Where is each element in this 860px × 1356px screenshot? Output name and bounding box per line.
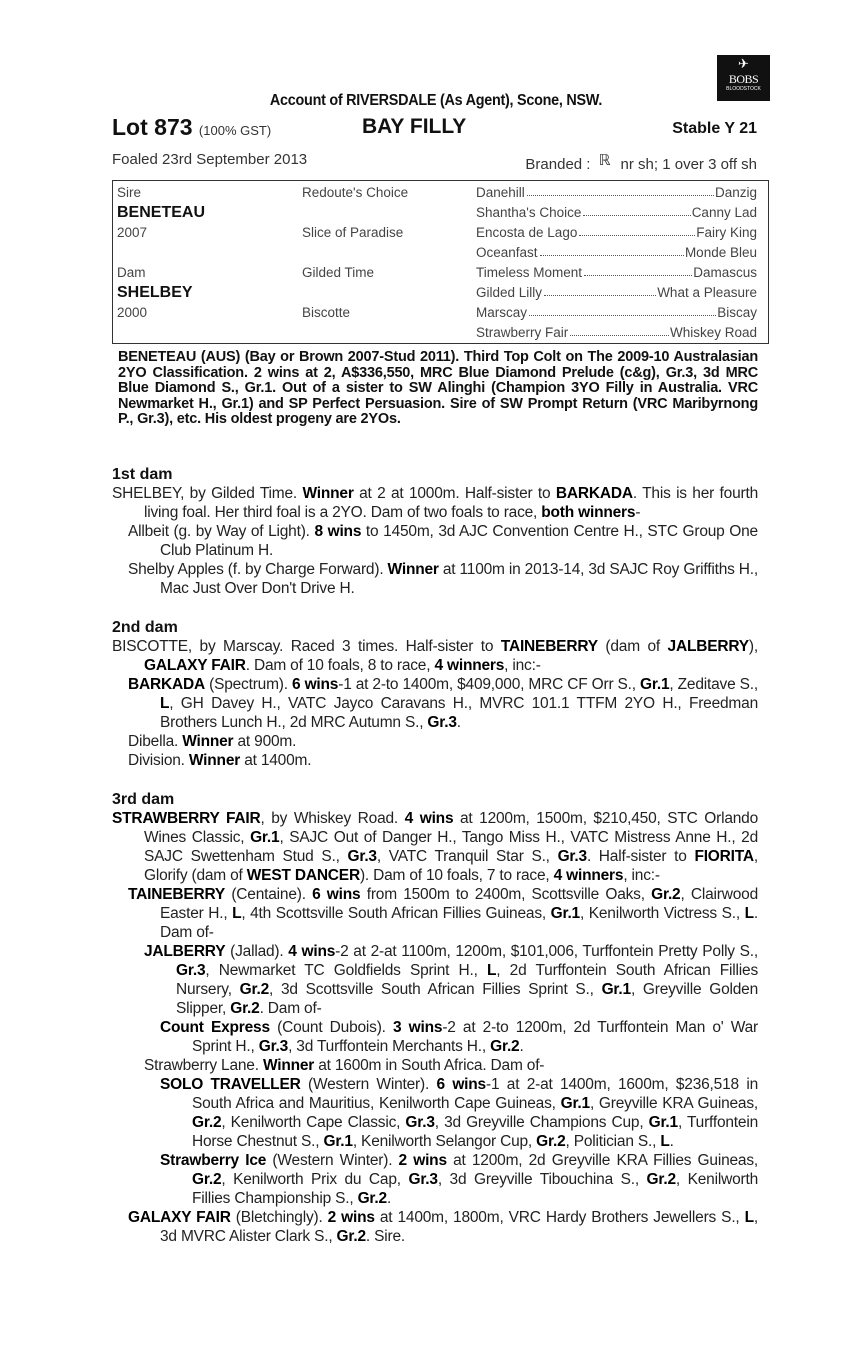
pedigree-cell-grandparent: Slice of Paradise <box>302 225 404 240</box>
branded-info <box>525 151 757 173</box>
bold-text: 4 winners <box>434 657 505 674</box>
pedigree-cell-ancestor <box>476 285 757 300</box>
text: - <box>635 504 641 521</box>
text: Division. <box>128 752 189 769</box>
text: . <box>519 1038 524 1055</box>
bold-text: L <box>160 695 170 712</box>
bold-text: Winner <box>387 561 439 578</box>
logo-name: BOBS <box>728 72 759 86</box>
ancestor-sire: Damascus <box>693 265 757 280</box>
bold-text: Gr.2 <box>357 1190 387 1207</box>
text: , Kenilworth Selangor Cup, <box>352 1133 537 1150</box>
pedigree-row <box>113 225 768 245</box>
ancestor-sire: Monde Bleu <box>684 245 757 260</box>
ancestor-name: Marscay <box>476 305 528 320</box>
ancestor-sire: Whiskey Road <box>669 325 757 340</box>
text: , VATC Tranquil Star S., <box>376 848 558 865</box>
text: to 1450m, 3d AJC Convention Centre H., STC Group One Club Platinum H. <box>160 523 758 559</box>
text: (Jallad). <box>225 943 289 960</box>
bold-text: Gr.3 <box>408 1171 438 1188</box>
family-entry <box>112 751 758 770</box>
bold-text: Gr.2 <box>651 886 681 903</box>
ancestor-name: Oceanfast <box>476 245 538 260</box>
bold-text: Winner <box>262 1057 315 1074</box>
text: (Bletchingly). <box>230 1209 328 1226</box>
text: , Kenilworth Cape Classic, <box>221 1114 406 1131</box>
pedigree-cell-ancestor <box>476 265 757 280</box>
bold-text: 8 wins <box>314 523 362 540</box>
bold-text: FIORITA <box>694 848 754 865</box>
text: , Greyville Golden Slipper, <box>176 981 759 1017</box>
text: , SAJC Out of Danger H., Tango Miss H., VATC Mistress Anne H., 2d SAJC Swettenham Stud S., <box>144 829 759 865</box>
text: Allbeit (g. by Way of Light). <box>128 523 315 540</box>
bold-text: both winners <box>541 504 636 521</box>
bold-text: Gr.2 <box>536 1133 566 1150</box>
pedigree-cell-grandparent: Redoute's Choice <box>302 185 409 200</box>
ancestor-name: Timeless Moment <box>476 265 583 280</box>
text: , 3d Scottsville South African Fillies Sprint S., <box>269 981 602 998</box>
pedigree-cell-ancestor <box>476 205 757 220</box>
family-entry <box>112 885 758 942</box>
family-entry <box>112 732 758 751</box>
dam-section <box>112 465 758 598</box>
family-entry <box>112 637 758 675</box>
horse-description: BAY FILLY <box>362 115 467 138</box>
bold-text: Gr.2 <box>490 1038 520 1055</box>
pedigree-cell-ancestor <box>476 325 757 340</box>
bold-text: L <box>744 905 754 922</box>
bold-text: Gr.3 <box>427 714 457 731</box>
bold-text: Gr.1 <box>250 829 280 846</box>
text: -1 at 2-to 1400m, $409,000, MRC CF Orr S., <box>338 676 641 693</box>
text: from 1500m to 2400m, Scottsville Oaks, <box>360 886 652 903</box>
pedigree-cell-primary: SHELBEY <box>117 284 193 301</box>
text: . Dam of- <box>160 905 758 941</box>
text: at 1200m, 2d Greyville KRA Fillies Guineas, <box>446 1152 758 1169</box>
text: -2 at 2-at 1100m, 1200m, $101,006, Turffontein Pretty Polly S., <box>335 943 758 960</box>
dotted-leader <box>570 325 669 336</box>
family-entry <box>112 809 758 885</box>
ancestor-name: Strawberry Fair <box>476 325 569 340</box>
bold-text: TAINEBERRY <box>500 638 598 655</box>
pedigree-cell-grandparent: Biscotte <box>302 305 351 320</box>
pedigree-cell-primary: BENETEAU <box>117 204 206 221</box>
bold-text: Gr.1 <box>323 1133 353 1150</box>
text: Dibella. <box>128 733 183 750</box>
family-entry <box>112 484 758 522</box>
text: , Glorify (dam of <box>144 848 758 884</box>
family-entry <box>112 560 758 598</box>
dotted-leader <box>529 305 716 316</box>
bold-text: GALAXY FAIR <box>128 1209 231 1226</box>
bold-text: Gr.2 <box>192 1171 222 1188</box>
text: . <box>456 714 461 731</box>
text: (Count Dubois). <box>269 1019 394 1036</box>
text: (dam of <box>597 638 668 655</box>
family-entry <box>112 942 758 1018</box>
text: , Kenilworth Fillies Championship S., <box>192 1171 758 1207</box>
bold-text: Winner <box>188 752 241 769</box>
text: , 3d MVRC Alister Clark S., <box>160 1209 758 1245</box>
pedigree-row <box>113 285 768 305</box>
text: (Spectrum). <box>204 676 293 693</box>
text: , 3d Greyville Champions Cup, <box>434 1114 649 1131</box>
bold-text: JALBERRY <box>667 638 749 655</box>
dotted-leader <box>527 185 714 196</box>
gst-note: (100% GST) <box>198 123 272 138</box>
bold-text: Gr.3 <box>176 962 206 979</box>
text: Shelby Apples (f. by Charge Forward). <box>128 561 388 578</box>
ancestor-name: Danehill <box>476 185 525 200</box>
text: . <box>669 1133 674 1150</box>
text: , Turffontein Horse Chestnut S., <box>192 1114 758 1150</box>
text: at 1400m. <box>240 752 312 769</box>
bold-text: Gr.2 <box>646 1171 676 1188</box>
sire-description: BENETEAU (AUS) (Bay or Brown 2007-Stud 2011). Third Top Colt on The 2009-10 Australasian 2YO Classification. 2 wins at 2, A$336,550, MRC Blue Diamond Prelude (c&g), Gr.3, 3d MRC Blue Diamond S., Gr.1. Out of a sister to SW Alinghi (Champion 3YO Filly in Australia. VRC Newmarket H., Gr.1) and SP Perfect Persuasion. Sire of SW Prompt Return (VRC Maribyrnong P., Gr.3), etc. His oldest progeny are 2YOs. <box>118 349 758 428</box>
text: SHELBEY, by Gilded Time. <box>112 485 303 502</box>
bold-text: Gr.3 <box>557 848 587 865</box>
text: , 4th Scottsville South African Fillies Guineas, <box>241 905 551 922</box>
text: at 2 at 1000m. Half-sister to <box>353 485 556 502</box>
text: . This is her fourth living foal. Her third foal is a 2YO. Dam of two foals to race, <box>144 485 758 521</box>
pedigree-cell-primary: Sire <box>117 185 142 200</box>
ancestor-name: Shantha's Choice <box>476 205 582 220</box>
ancestor-sire: Biscay <box>717 305 757 320</box>
text: , Zeditave S., <box>669 676 758 693</box>
dam-section <box>112 618 758 770</box>
bold-text: TAINEBERRY <box>128 886 226 903</box>
dotted-leader <box>544 285 656 296</box>
text: . Dam of- <box>259 1000 322 1017</box>
dam-heading: 1st dam <box>112 466 173 483</box>
text: , 3d Greyville Tibouchina S., <box>437 1171 647 1188</box>
bold-text: Gr.2 <box>192 1114 222 1131</box>
dam-heading: 3rd dam <box>112 791 175 808</box>
bold-text: Gr.3 <box>405 1114 435 1131</box>
dam-heading: 2nd dam <box>112 619 178 636</box>
text: , GH Davey H., VATC Jayco Caravans H., MVRC 101.1 TTFM 2YO H., Freedman Brothers Lunch H., 2d MRC Autumn S., <box>160 695 758 731</box>
branded-detail: nr sh; 1 over 3 off sh <box>620 156 757 173</box>
bold-text: BARKADA <box>555 485 633 502</box>
text: , Clairwood Easter H., <box>160 886 758 922</box>
bold-text: L <box>487 962 497 979</box>
foaled-date: Foaled 23rd September 2013 <box>112 151 308 168</box>
text: at 1100m in 2013-14, 3d SAJC Roy Griffiths H., Mac Just Over Don't Drive H. <box>160 561 758 597</box>
family-entry <box>112 675 758 732</box>
text: . <box>386 1190 392 1207</box>
bold-text: Gr.3 <box>258 1038 289 1055</box>
lot-number <box>112 114 271 141</box>
text: at 900m. <box>233 733 297 750</box>
bold-text: Gr.2 <box>239 981 270 998</box>
text: (Western Winter). <box>266 1152 399 1169</box>
dotted-leader <box>540 245 684 256</box>
family-entry <box>112 1208 758 1246</box>
ancestor-name: Gilded Lilly <box>476 285 543 300</box>
text: (Western Winter). <box>300 1076 437 1093</box>
bold-text: Gr.1 <box>601 981 631 998</box>
text: -1 at 2-at 1400m, 1600m, $236,518 in South Africa and Mauritius, Kenilworth Cape Guineas, <box>192 1076 759 1112</box>
text: , 3d Turffontein Merchants H., <box>288 1038 491 1055</box>
text: ), <box>748 638 758 655</box>
bold-text: STRAWBERRY FAIR <box>112 810 261 827</box>
pedigree-row <box>113 325 768 345</box>
bold-text: Gr.1 <box>560 1095 590 1112</box>
pedigree-cell-grandparent: Gilded Time <box>302 265 375 280</box>
text: , Politician S., <box>565 1133 661 1150</box>
pedigree-cell-primary: 2000 <box>117 305 148 320</box>
text: BISCOTTE, by Marscay. Raced 3 times. Half-sister to <box>112 638 501 655</box>
bold-text: Gr.1 <box>640 676 670 693</box>
pedigree-cell-primary: Dam <box>117 265 146 280</box>
family-entry <box>112 1075 758 1151</box>
ancestor-sire: Fairy King <box>696 225 757 240</box>
bold-text: 2 wins <box>398 1152 447 1169</box>
bold-text: 4 wins <box>404 810 454 827</box>
pedigree-row <box>113 245 768 265</box>
pedigree-row <box>113 205 768 225</box>
text: -2 at 2-to 1200m, 2d Turffontein Man o' War Sprint H., <box>192 1019 758 1055</box>
pedigree-cell-ancestor <box>476 245 757 260</box>
text: , by Whiskey Road. <box>260 810 405 827</box>
vendor-line: Account of RIVERSDALE (As Agent), Scone, NSW. <box>269 92 603 109</box>
text: , Newmarket TC Goldfields Sprint H., <box>205 962 488 979</box>
text: at 1400m, 1800m, VRC Hardy Brothers Jewellers S., <box>374 1209 745 1226</box>
pedigree-row <box>113 265 768 285</box>
dotted-leader <box>584 265 692 276</box>
bold-text: Gr.1 <box>648 1114 678 1131</box>
bold-text: GALAXY FAIR <box>144 657 246 674</box>
pedigree-row <box>113 305 768 325</box>
bold-text: L <box>660 1133 670 1150</box>
text: . Dam of 10 foals, 8 to race, <box>245 657 435 674</box>
brand-mark-icon: ℝ <box>598 152 611 169</box>
ancestor-name: Encosta de Lago <box>476 225 578 240</box>
bold-text: Gr.1 <box>550 905 580 922</box>
family-entry <box>112 1056 758 1075</box>
pedigree-cell-primary: 2007 <box>117 225 148 240</box>
text: , Greyville KRA Guineas, <box>589 1095 758 1112</box>
text: (Centaine). <box>225 886 313 903</box>
bold-text: 3 wins <box>393 1019 443 1036</box>
family-entry <box>112 522 758 560</box>
pedigree-cell-ancestor <box>476 305 757 320</box>
bold-text: L <box>232 905 242 922</box>
bold-text: SOLO TRAVELLER <box>160 1076 301 1093</box>
dam-section <box>112 790 758 1246</box>
text: , 2d Turffontein South African Fillies Nursery, <box>176 962 758 998</box>
ancestor-sire: What a Pleasure <box>657 285 757 300</box>
bold-text: JALBERRY <box>144 943 226 960</box>
family-entry <box>112 1151 758 1208</box>
stable-number: Stable Y 21 <box>672 120 757 137</box>
ancestor-sire: Danzig <box>714 185 757 200</box>
text: at 1200m, 1500m, $210,450, STC Orlando Wines Classic, <box>144 810 759 846</box>
female-family <box>112 465 758 1266</box>
pedigree-table <box>112 180 769 344</box>
dotted-leader <box>579 225 695 236</box>
text: , inc:- <box>623 867 660 884</box>
bold-text: 4 wins <box>288 943 336 960</box>
bold-text: Gr.3 <box>347 848 377 865</box>
dotted-leader <box>583 205 690 216</box>
text: . Sire. <box>365 1228 406 1245</box>
text: , Kenilworth Prix du Cap, <box>221 1171 409 1188</box>
bold-text: BARKADA <box>128 676 205 693</box>
text: , Kenilworth Victress S., <box>579 905 745 922</box>
bold-text: Winner <box>182 733 234 750</box>
bold-text: Strawberry Ice <box>160 1152 267 1169</box>
pedigree-cell-ancestor <box>476 225 757 240</box>
bold-text: 6 wins <box>312 886 361 903</box>
lot-header <box>112 114 757 142</box>
text: ). Dam of 10 foals, 7 to race, <box>359 867 554 884</box>
text: . Half-sister to <box>586 848 695 865</box>
pedigree-cell-ancestor <box>476 185 757 200</box>
bold-text: 4 winners <box>553 867 624 884</box>
bold-text: Winner <box>302 485 354 502</box>
text: at 1600m in South Africa. Dam of- <box>314 1057 545 1074</box>
branded-label: Branded : <box>525 156 591 173</box>
text: Strawberry Lane. <box>144 1057 263 1074</box>
bold-text: Count Express <box>160 1019 270 1036</box>
bold-text: WEST DANCER <box>246 867 360 884</box>
bold-text: 6 wins <box>436 1076 486 1093</box>
bold-text: L <box>744 1209 754 1226</box>
pedigree-row <box>113 185 768 205</box>
ancestor-sire: Canny Lad <box>691 205 757 220</box>
bold-text: 2 wins <box>327 1209 375 1226</box>
bold-text: Gr.2 <box>230 1000 260 1017</box>
bird-icon: ✈ <box>738 56 749 71</box>
text: , inc:- <box>504 657 541 674</box>
family-entry <box>112 1018 758 1056</box>
logo-sub: BLOODSTOCK <box>726 86 761 92</box>
bold-text: Gr.2 <box>336 1228 366 1245</box>
bold-text: 6 wins <box>292 676 339 693</box>
lot-label: Lot 873 <box>112 114 193 140</box>
